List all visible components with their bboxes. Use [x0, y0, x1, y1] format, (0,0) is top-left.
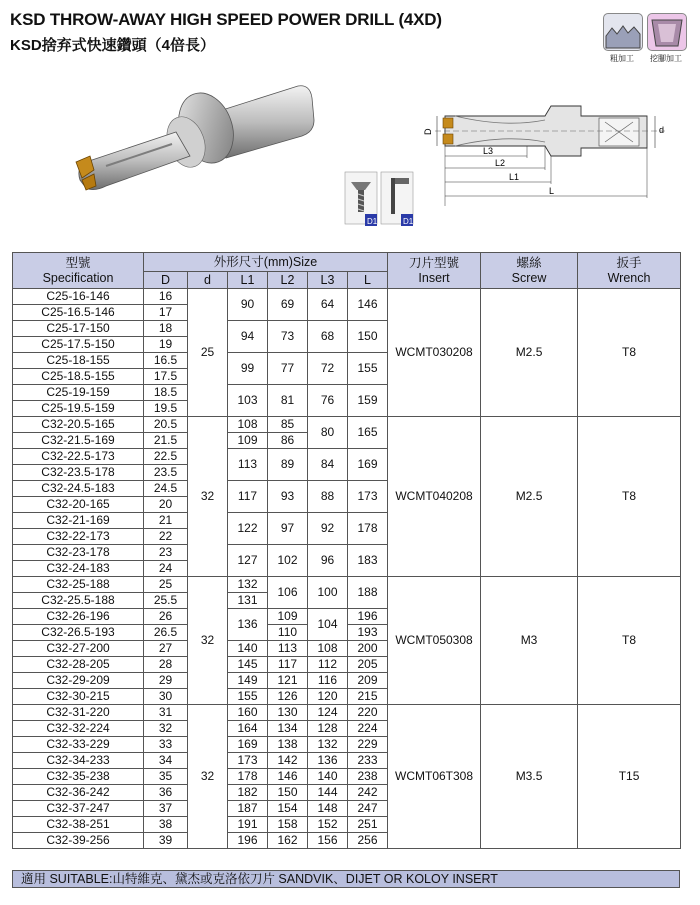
L-cell: 229: [348, 737, 388, 753]
L1-cell: 169: [228, 737, 268, 753]
screw-cell: M2.5: [481, 289, 578, 417]
D-cell: 39: [144, 833, 188, 849]
wrench-cell: T8: [578, 289, 681, 417]
L-cell: 165: [348, 417, 388, 449]
L1-cell: 132: [228, 577, 268, 593]
L3-cell: 144: [308, 785, 348, 801]
spec-cell: C32-22-173: [13, 529, 144, 545]
L1-cell: 178: [228, 769, 268, 785]
L1-cell: 90: [228, 289, 268, 321]
roughing-icon: [603, 13, 643, 51]
D-cell: 28: [144, 657, 188, 673]
spec-cell: C32-23.5-178: [13, 465, 144, 481]
L-cell: 155: [348, 353, 388, 385]
L3-cell: 64: [308, 289, 348, 321]
screw-d1-label: D1: [367, 217, 378, 226]
screw-header-cn: 螺絲: [516, 255, 542, 270]
L-cell: 256: [348, 833, 388, 849]
L3-cell: 80: [308, 417, 348, 449]
L3-cell: 108: [308, 641, 348, 657]
L2-cell: 73: [268, 321, 308, 353]
D-cell: 22: [144, 529, 188, 545]
L3-cell: 124: [308, 705, 348, 721]
roughing-label: 粗加工: [610, 54, 634, 63]
L2-cell: 89: [268, 449, 308, 481]
L-cell: 247: [348, 801, 388, 817]
L3-cell: 104: [308, 609, 348, 641]
L1-cell: 113: [228, 449, 268, 481]
col-header-d: d: [188, 272, 228, 289]
L2-cell: 113: [268, 641, 308, 657]
D-cell: 16.5: [144, 353, 188, 369]
spec-cell: C32-31-220: [13, 705, 144, 721]
L3-cell: 148: [308, 801, 348, 817]
L-cell: 188: [348, 577, 388, 609]
D-cell: 22.5: [144, 449, 188, 465]
L2-cell: 134: [268, 721, 308, 737]
insert-header: [388, 253, 481, 289]
L2-cell: 117: [268, 657, 308, 673]
spec-cell: C25-16.5-146: [13, 305, 144, 321]
spec-header-cn: 型號: [65, 255, 91, 270]
spec-cell: C32-24.5-183: [13, 481, 144, 497]
D-cell: 32: [144, 721, 188, 737]
spec-cell: C32-26.5-193: [13, 625, 144, 641]
L2-cell: 69: [268, 289, 308, 321]
L1-cell: 131: [228, 593, 268, 609]
L-cell: 150: [348, 321, 388, 353]
drill-photo: [66, 70, 336, 215]
machining-icons: [601, 13, 691, 65]
D-cell: 23.5: [144, 465, 188, 481]
screw-header-en: Screw: [511, 270, 547, 285]
L2-cell: 106: [268, 577, 308, 609]
spec-cell: C32-30-215: [13, 689, 144, 705]
spec-cell: C32-27-200: [13, 641, 144, 657]
spec-cell: C32-23-178: [13, 545, 144, 561]
dimension-drawing: [415, 98, 687, 213]
d-cell: 32: [188, 705, 228, 849]
D-cell: 18: [144, 321, 188, 337]
D-cell: 24: [144, 561, 188, 577]
page-subtitle: KSD捨弃式快速鑽頭（4倍長）: [10, 37, 216, 54]
spec-cell: C32-37-247: [13, 801, 144, 817]
spec-cell: C25-19-159: [13, 385, 144, 401]
L1-cell: 173: [228, 753, 268, 769]
screw-cell: M3: [481, 577, 578, 705]
spec-table-body: [13, 289, 681, 849]
L2-cell: 85: [268, 417, 308, 433]
D-cell: 16: [144, 289, 188, 305]
L1-cell: 196: [228, 833, 268, 849]
D-cell: 29: [144, 673, 188, 689]
wrench-header-cn: 扳手: [616, 255, 642, 270]
L3-cell: 136: [308, 753, 348, 769]
L1-cell: 109: [228, 433, 268, 449]
L2-cell: 126: [268, 689, 308, 705]
L-cell: 159: [348, 385, 388, 417]
D-cell: 24.5: [144, 481, 188, 497]
suitable-insert-footer: 適用 SUITABLE:山特維克、黛杰或克洛依刀片 SANDVIK、DIJET OR KOLOY INSERT: [12, 870, 680, 888]
L3-cell: 140: [308, 769, 348, 785]
spec-cell: C32-25.5-188: [13, 593, 144, 609]
spec-cell: C25-19.5-159: [13, 401, 144, 417]
L2-cell: 154: [268, 801, 308, 817]
L2-cell: 146: [268, 769, 308, 785]
wrench-header-en: Wrench: [607, 270, 651, 285]
wrench-d1-label: D1: [403, 217, 414, 226]
L-cell: 215: [348, 689, 388, 705]
L3-cell: 128: [308, 721, 348, 737]
dim-L2-label: L2: [495, 158, 506, 168]
spec-cell: C32-34-233: [13, 753, 144, 769]
L2-cell: 102: [268, 545, 308, 577]
insert-cell: WCMT040208: [388, 417, 481, 577]
d-cell: 32: [188, 577, 228, 705]
L-cell: 146: [348, 289, 388, 321]
spec-cell: C32-35-238: [13, 769, 144, 785]
spec-cell: C32-20.5-165: [13, 417, 144, 433]
L1-cell: 160: [228, 705, 268, 721]
spec-cell: C32-20-165: [13, 497, 144, 513]
col-header-L1: L1: [228, 272, 268, 289]
L1-cell: 149: [228, 673, 268, 689]
size-header: 外形尺寸(mm)Size: [144, 253, 388, 272]
L3-cell: 100: [308, 577, 348, 609]
D-cell: 35: [144, 769, 188, 785]
D-cell: 26.5: [144, 625, 188, 641]
L-cell: 183: [348, 545, 388, 577]
spec-cell: C25-18-155: [13, 353, 144, 369]
insert-cell: WCMT030208: [388, 289, 481, 417]
D-cell: 25.5: [144, 593, 188, 609]
L2-cell: 142: [268, 753, 308, 769]
D-cell: 18.5: [144, 385, 188, 401]
L1-cell: 122: [228, 513, 268, 545]
spec-cell: C32-32-224: [13, 721, 144, 737]
D-cell: 21: [144, 513, 188, 529]
spec-cell: C25-16-146: [13, 289, 144, 305]
boring-icon: [647, 13, 687, 51]
L3-cell: 156: [308, 833, 348, 849]
L1-cell: 103: [228, 385, 268, 417]
L2-cell: 150: [268, 785, 308, 801]
L3-cell: 72: [308, 353, 348, 385]
L1-cell: 136: [228, 609, 268, 641]
L2-cell: 138: [268, 737, 308, 753]
L3-cell: 84: [308, 449, 348, 481]
spec-cell: C25-18.5-155: [13, 369, 144, 385]
L-cell: 242: [348, 785, 388, 801]
L1-cell: 99: [228, 353, 268, 385]
L-cell: 233: [348, 753, 388, 769]
L3-cell: 92: [308, 513, 348, 545]
L1-cell: 155: [228, 689, 268, 705]
L1-cell: 94: [228, 321, 268, 353]
D-cell: 36: [144, 785, 188, 801]
spec-header: [13, 253, 144, 289]
L2-cell: 81: [268, 385, 308, 417]
D-cell: 26: [144, 609, 188, 625]
L-cell: 251: [348, 817, 388, 833]
L1-cell: 145: [228, 657, 268, 673]
spec-table: [12, 252, 681, 849]
spec-cell: C32-25-188: [13, 577, 144, 593]
spec-cell: C32-26-196: [13, 609, 144, 625]
D-cell: 20.5: [144, 417, 188, 433]
D-cell: 34: [144, 753, 188, 769]
L3-cell: 76: [308, 385, 348, 417]
wrench-cell: T15: [578, 705, 681, 849]
d-cell: 32: [188, 417, 228, 577]
L1-cell: 191: [228, 817, 268, 833]
boring-label: 挖腳加工: [650, 54, 682, 63]
L2-cell: 86: [268, 433, 308, 449]
L1-cell: 187: [228, 801, 268, 817]
D-cell: 33: [144, 737, 188, 753]
D-cell: 23: [144, 545, 188, 561]
D-cell: 38: [144, 817, 188, 833]
spec-cell: C32-29-209: [13, 673, 144, 689]
L2-cell: 77: [268, 353, 308, 385]
spec-cell: C32-21.5-169: [13, 433, 144, 449]
L1-cell: 108: [228, 417, 268, 433]
L3-cell: 152: [308, 817, 348, 833]
dim-L-label: L: [549, 186, 555, 196]
spec-cell: C32-24-183: [13, 561, 144, 577]
L1-cell: 117: [228, 481, 268, 513]
spec-cell: C32-36-242: [13, 785, 144, 801]
D-cell: 19.5: [144, 401, 188, 417]
screw-cell: M3.5: [481, 705, 578, 849]
dim-L3-label: L3: [483, 146, 494, 156]
L-cell: 220: [348, 705, 388, 721]
d-cell: 25: [188, 289, 228, 417]
spec-header-en: Specification: [42, 270, 114, 285]
L-cell: 200: [348, 641, 388, 657]
L1-cell: 140: [228, 641, 268, 657]
L-cell: 224: [348, 721, 388, 737]
L-cell: 193: [348, 625, 388, 641]
L-cell: 209: [348, 673, 388, 689]
L2-cell: 158: [268, 817, 308, 833]
L3-cell: 116: [308, 673, 348, 689]
D-cell: 20: [144, 497, 188, 513]
L3-cell: 96: [308, 545, 348, 577]
insert-cell: WCMT06T308: [388, 705, 481, 849]
col-header-D: D: [144, 272, 188, 289]
col-header-L2: L2: [268, 272, 308, 289]
spec-cell: C25-17-150: [13, 321, 144, 337]
L1-cell: 164: [228, 721, 268, 737]
L3-cell: 88: [308, 481, 348, 513]
D-cell: 37: [144, 801, 188, 817]
L2-cell: 109: [268, 609, 308, 625]
D-cell: 27: [144, 641, 188, 657]
spec-cell: C32-28-205: [13, 657, 144, 673]
L-cell: 205: [348, 657, 388, 673]
spec-cell: C32-21-169: [13, 513, 144, 529]
insert-header-cn: 刀片型號: [409, 255, 460, 270]
dim-D-label: D: [423, 128, 433, 135]
D-cell: 30: [144, 689, 188, 705]
L-cell: 173: [348, 481, 388, 513]
L2-cell: 93: [268, 481, 308, 513]
L2-cell: 130: [268, 705, 308, 721]
L-cell: 178: [348, 513, 388, 545]
L2-cell: 110: [268, 625, 308, 641]
screw-cell: M2.5: [481, 417, 578, 577]
spec-cell: C32-39-256: [13, 833, 144, 849]
spec-cell: C25-17.5-150: [13, 337, 144, 353]
insert-header-en: Insert: [418, 270, 450, 285]
page-title: KSD THROW-AWAY HIGH SPEED POWER DRILL (4XD): [10, 10, 442, 29]
insert-cell: WCMT050308: [388, 577, 481, 705]
col-header-L3: L3: [308, 272, 348, 289]
L-cell: 196: [348, 609, 388, 625]
dim-d-label: d: [659, 125, 665, 135]
spec-cell: C32-33-229: [13, 737, 144, 753]
L3-cell: 132: [308, 737, 348, 753]
D-cell: 17.5: [144, 369, 188, 385]
D-cell: 17: [144, 305, 188, 321]
L2-cell: 97: [268, 513, 308, 545]
spec-cell: C32-22.5-173: [13, 449, 144, 465]
L3-cell: 68: [308, 321, 348, 353]
wrench-cell: T8: [578, 417, 681, 577]
L1-cell: 182: [228, 785, 268, 801]
spec-cell: C32-38-251: [13, 817, 144, 833]
wrench-header: [578, 253, 681, 289]
L2-cell: 162: [268, 833, 308, 849]
col-header-L: L: [348, 272, 388, 289]
dim-L1-label: L1: [509, 172, 520, 182]
L-cell: 238: [348, 769, 388, 785]
D-cell: 21.5: [144, 433, 188, 449]
L-cell: 169: [348, 449, 388, 481]
D-cell: 25: [144, 577, 188, 593]
D-cell: 31: [144, 705, 188, 721]
L2-cell: 121: [268, 673, 308, 689]
L3-cell: 120: [308, 689, 348, 705]
screw-header: [481, 253, 578, 289]
L3-cell: 112: [308, 657, 348, 673]
screw-wrench-thumbnails: [343, 170, 415, 233]
wrench-cell: T8: [578, 577, 681, 705]
D-cell: 19: [144, 337, 188, 353]
L1-cell: 127: [228, 545, 268, 577]
